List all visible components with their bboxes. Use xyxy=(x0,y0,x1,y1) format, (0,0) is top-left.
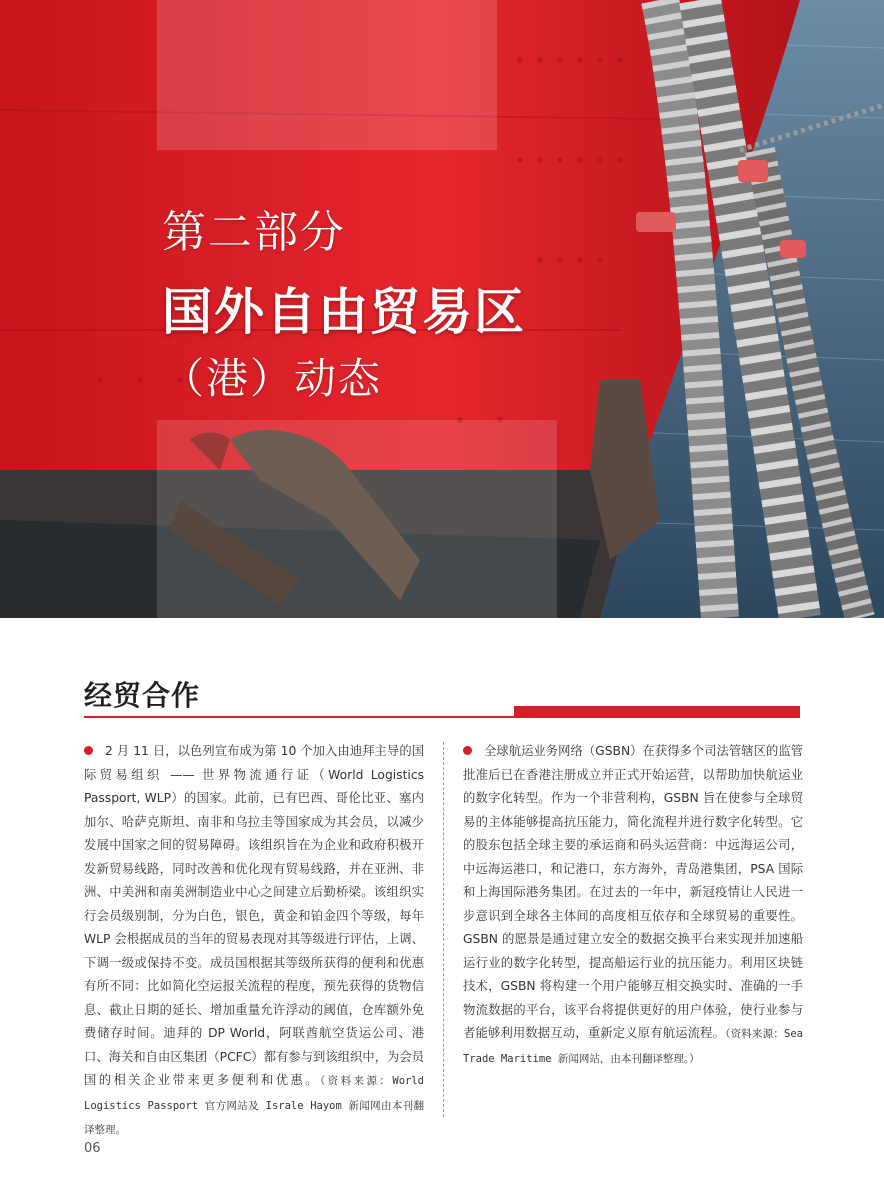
bullet-icon xyxy=(84,746,93,755)
article-right xyxy=(463,740,803,1071)
column-divider xyxy=(443,742,444,1117)
section-rule-accent xyxy=(514,706,800,716)
article-source: （资料来源：World Logistics Passport 官方网站及 Israle Hayom 新闻网由本刊翻译整理。 xyxy=(84,1075,424,1136)
page-title: 国外自由贸易区 xyxy=(162,283,526,341)
article-source: （资料来源：Sea Trade Maritime 新闻网站，由本刊翻译整理。） xyxy=(463,1028,803,1065)
bullet-icon xyxy=(463,746,472,755)
section-rule xyxy=(84,716,800,718)
article-left xyxy=(84,740,424,1143)
page-number: 06 xyxy=(84,1141,101,1156)
section-heading: 经贸合作 xyxy=(84,679,201,712)
article-body: 全球航运业务网络（GSBN）在获得多个司法管辖区的监管批准后已在香港注册成立并正式开始运营，以帮助加快航运业的数字化转型。作为一个非营利构，GSBN 旨在使参与全球贸易的主体能够提高抗压能力，简化流程并进行数字化转型。它的股东包括全球主要的承运商和码头运营商：中远海运公司，中远海运港口，和记港口，东方海外，青岛港集团，PSA 国际和上海国际港务集团。在过去的一年中，新冠疫情让人民进一步意识到全球各主体间的高度相互依存和全球贸易的重要性。GSBN 的愿景是通过建立安全的数据交换平台来实现并加速船运行业的数字化转型，提高船运行业的抗压能力。利用区块链技术，GSBN 将构建一个用户能够互相交换实时、准确的一手物流数据的平台，该平台将提供更好的用户体验，使行业参与者能够利用数据互动，重新定义原有航运流程。 xyxy=(463,744,803,1040)
part-label: 第二部分 xyxy=(162,207,346,258)
page-subtitle: （港）动态 xyxy=(162,354,383,403)
article-body: 2 月 11 日，以色列宣布成为第 10 个加入由迪拜主导的国际贸易组织 —— 世界物流通行证（World Logistics Passport, WLP）的国家。此前，已有巴西、哥伦比亚、塞内加尔、哈萨克斯坦、南非和乌拉圭等国家成为其会员，以减少发展中国家之间的贸易障碍。该组织旨在为企业和政府积极开发新贸易线路，同时改善和优化现有贸易线路，并在亚洲、非洲、中美洲和南美洲制造业中心之间建立后勤桥梁。该组织实行会员级别制，分为白色，银色，黄金和铂金四个等级，每年 WLP 会根据成员的当年的贸易表现对其等级进行评估，上调、下调一级或保持不变。成员国根据其等级所获得的便利和优惠有所不同：比如简化空运报关流程的程度，预先获得的货物信息、截止日期的延长、增加重量允许浮动的阈值，仓库额外免费储存时间。迪拜的 DP World，阿联酋航空货运公司、港口、海关和自由区集团（PCFC）都有参与到该组织中，为会员国的相关企业带来更多便利和优惠。 xyxy=(84,744,424,1087)
